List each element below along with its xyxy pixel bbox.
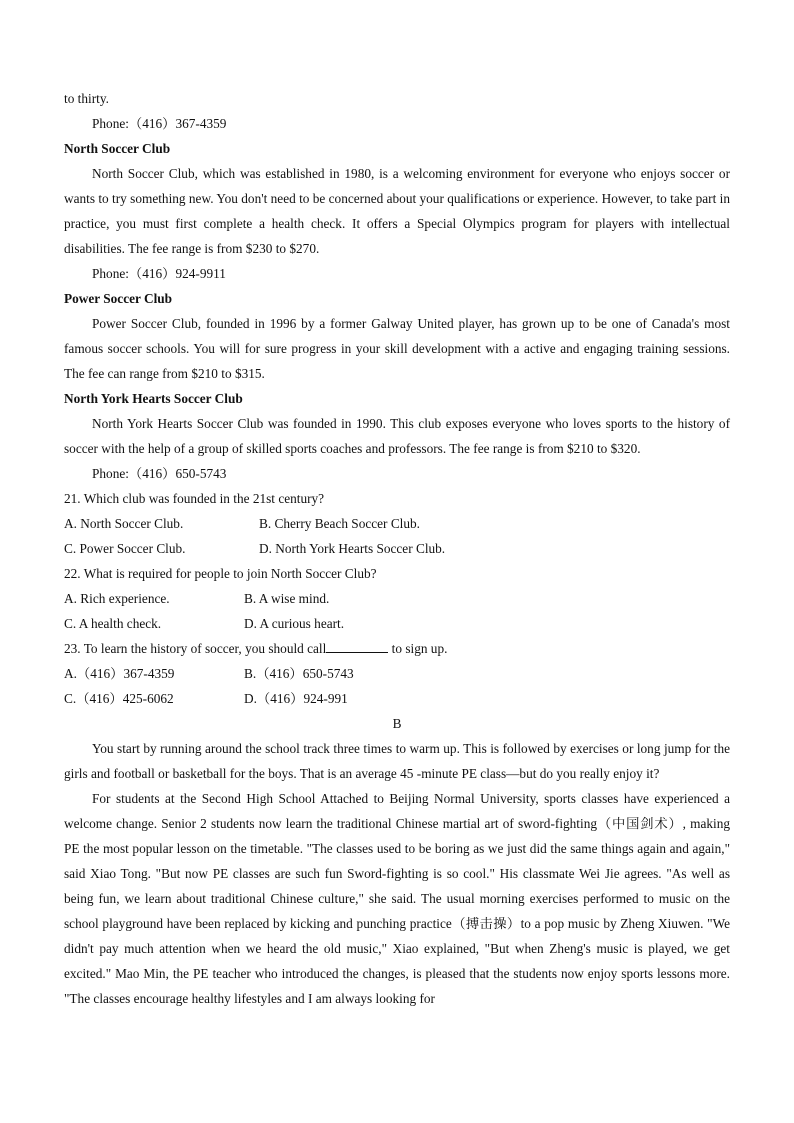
club-description: North Soccer Club, which was established in 1980, is a welcoming environment for everyone who enjoys soccer or wants to try something new. You don't need to be concerned about your qualifications or experience. However, to take part in practice, you must first complete a health check. It offers a Special Olympics program for players with intellectual disabilities. The fee range is from $230 to $270. [64,166,730,256]
option: D. North York Hearts Soccer Club. [259,541,446,556]
option: B. Cherry Beach Soccer Club. [259,516,420,531]
answer-blank [326,639,388,653]
option: D. A curious heart. [244,616,345,631]
option-row [64,511,730,536]
option: A.（416）367-4359 [64,666,175,681]
option: B.（416）650-5743 [244,666,354,681]
question-stem: 21. Which club was founded in the 21st century? [64,491,325,506]
club-heading: North Soccer Club [64,141,171,156]
continuation-text: to thirty. [64,91,109,106]
phone-line: Phone:（416）367-4359 [92,116,227,131]
section-label: B [392,716,402,731]
club-description: North York Hearts Soccer Club was founded in 1990. This club exposes everyone who loves sports to the history of soccer with the help of a group of skilled sports coaches and professors. The fee range is from $210 to $320. [64,416,730,456]
option-row [64,686,730,711]
club-heading: North York Hearts Soccer Club [64,391,243,406]
club-description: Power Soccer Club, founded in 1996 by a former Galway United player, has grown up to be one of Canada's most famous soccer schools. You will for sure progress in your skill development with a active and engaging training sessions. The fee can range from $210 to $315. [64,316,730,381]
option-row [64,661,730,686]
option: C. A health check. [64,616,162,631]
option: C.（416）425-6062 [64,691,174,706]
phone-line: Phone:（416）924-9911 [92,266,226,281]
option: D.（416）924-991 [244,691,348,706]
option-row [64,586,730,611]
option-row [64,611,730,636]
question-stem-end: to sign up. [388,641,448,656]
passage-paragraph: You start by running around the school track three times to warm up. This is followed by exercises or long jump for the girls and football or basketball for the boys. That is an average 45 -minute PE class—but do you really enjoy it? [64,741,730,781]
phone-line: Phone:（416）650-5743 [92,466,227,481]
question-stem: 22. What is required for people to join North Soccer Club? [64,566,377,581]
option: A. Rich experience. [64,591,170,606]
question-stem-start: 23. To learn the history of soccer, you should call [64,641,327,656]
option: A. North Soccer Club. [64,516,184,531]
question-stem [64,636,730,661]
option: B. A wise mind. [244,591,330,606]
passage-paragraph: For students at the Second High School Attached to Beijing Normal University, sports classes have experienced a welcome change. Senior 2 students now learn the traditional Chinese martial art of sword-fighting（中国剑术）, making PE the most popular lesson on the timetable. "The classes used to be boring as we just did the same things again and again," said Xiao Tong. "But now PE classes are such fun Sword-fighting is so cool." His classmate Wei Jie agrees. "As well as being fun, we learn about traditional Chinese culture," she said. The usual morning exercises performed to music on the school playground have been replaced by kicking and punching practice（搏击操）to a pop music by Zheng Xiuwen. "We didn't pay much attention when we heard the old music," Xiao explained, "But when Zheng's music is played, we get excited." Mao Min, the PE teacher who introduced the changes, is pleased that the students now enjoy sports lessons more. "The classes encourage healthy lifestyles and I am always looking for [64,791,730,1006]
club-heading: Power Soccer Club [64,291,173,306]
exam-page [64,86,730,1011]
option-row [64,536,730,561]
option: C. Power Soccer Club. [64,541,186,556]
